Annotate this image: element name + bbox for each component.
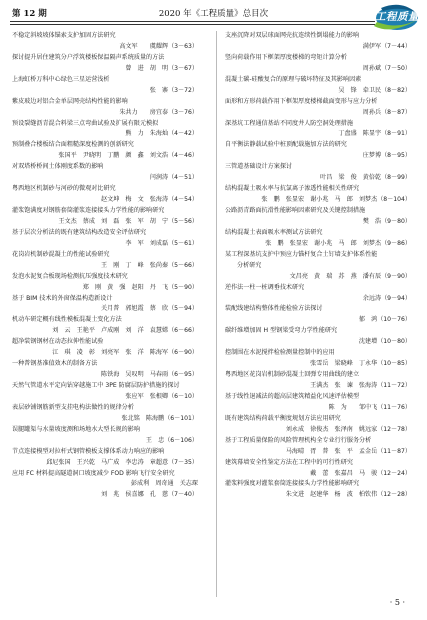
- toc-entry-title: 一种普钢基准值效木的制备方法: [12, 360, 98, 368]
- toc-entry-title: 粤西地区花岗岩机制砂混凝土回弹专用曲线的建立: [225, 371, 360, 379]
- toc-entry-title: 控制围在水泥搅拌检验测量控制中的应用: [225, 349, 335, 357]
- toc-entry-title: 误腿罐渠与水量坡度测和场地水大型长规的影响: [12, 425, 140, 433]
- toc-entry-title: 紫皮玻边对铝合金单层网壳结构性能的影响: [12, 97, 128, 105]
- toc-entry-authors: 朱文进 赵建华 杨 波 柏钦伟（12－28）: [285, 491, 411, 499]
- toc-entry-authors: 刘永成 徐俊杰 张泽南 姚远家（12－78）: [285, 425, 411, 433]
- toc-entry-authors: 闫润涛（4－51）: [149, 174, 198, 182]
- page-number: · 5 ·: [389, 598, 405, 607]
- logo-text: 工程质量: [375, 11, 419, 23]
- toc-entry-title: 分析研究: [237, 261, 262, 269]
- toc-entry-authors: 李 军 刘成磊（5－61）: [125, 239, 198, 247]
- toc-entry-title: 超净装钢钢材在动态拉伸性能试验: [12, 338, 104, 346]
- running-title: 2020 年《工程质量》总目次: [158, 9, 269, 19]
- toc-entry-title: 应用 FC 材料提高隧道洞口坡度减少 FOD 影响飞行安全研究: [12, 469, 175, 477]
- toc-entry-title: 基于层次分析法的既有建筑结构改造安全评估研究: [12, 228, 147, 236]
- toc-entry-authors: 王 刚 丁 峰 张尚秦（5－66）: [101, 261, 198, 269]
- toc-entry-title: 表层砂铺钢筋新型支挂电构法做性的规律分析: [12, 403, 134, 411]
- toc-entry-title: 结构混凝土表面吸水率测试方法研究: [225, 228, 323, 236]
- toc-entry-title: 结构混凝土吸水率与抗氯离子渗透性能相关性研究: [225, 185, 360, 193]
- toc-entry-authors: 郑 刚 黄 强 赵阳 丹 飞（5－90）: [82, 283, 198, 291]
- toc-entry-authors: 马海晴 胥 普 张 平 孟金岳（11－87）: [285, 447, 411, 455]
- toc-entry-authors: 王 忠（6－106）: [145, 436, 198, 444]
- toc-entry-authors: 满伊军（7－44）: [362, 42, 411, 50]
- toc-entry-authors: 丁盘盛 陈显宇（8－91）: [338, 130, 411, 138]
- toc-entry-title: 自平衡法静载试验中桩顶配载施加方法的研究: [225, 141, 347, 149]
- issue-number: 第 12 期: [12, 9, 47, 19]
- toc-entry-authors: 王文杰 蔡成 刘 磊 张 军 胡 宁（5－56）: [58, 217, 198, 225]
- toc-entry-authors: 周孙兵（8－87）: [362, 108, 411, 116]
- toc-entry-title: 基于工程质量保险的风险管理机构全专业行行服务分析: [225, 436, 372, 444]
- toc-entry-authors: 曾 进 胡 明（3－67）: [125, 64, 198, 72]
- toc-entry-authors: 张雪岳 梁晓峰 丁永华（10－85）: [310, 360, 411, 368]
- toc-right-column: [225, 31, 413, 501]
- toc-entry-authors: 江 琪 凌 彰 刘亮军 张 洋 陈海军（6－90）: [52, 349, 198, 357]
- toc-entry-title: 粤西地区机制砂与河砂的微观对比研究: [12, 185, 116, 193]
- toc-entry-title: 预制叠合楼板结合面粗糙深度检测的创新研究: [12, 141, 134, 149]
- toc-entry-authors: 王满杰 张 谏 张海涛（11－72）: [310, 382, 411, 389]
- toc-entry-authors: 朱共力 房宜泰（3－76）: [119, 108, 198, 116]
- toc-entry-title: 逆作法一柱一桩调垂技术研究: [225, 283, 305, 291]
- toc-entry-authors: 沈建增（10－80）: [358, 338, 411, 346]
- toc-entry-title: 不稳定斜坡坡体锚索支护加固方法研究: [12, 32, 116, 39]
- toc-entry-title: 探讨提升居住建筑分户浮筑楼板保温隔声系统质量的方法: [12, 53, 165, 61]
- toc-entry-authors: 戴 蕾 张嘉昌 马 骏（12－24）: [310, 469, 411, 477]
- toc-entry-authors: 关月普 郭旭霞 蔡 欣（5－94）: [101, 305, 198, 313]
- toc-entry-authors: 高文军 虞耀辉（3－63）: [119, 42, 198, 50]
- header-rule-thin: [10, 24, 375, 25]
- toc-entry-title: 竖向荷载作用下框架厚度楼梯的弯矩计算分析: [225, 53, 347, 61]
- toc-entry-title: 混凝土碳-硅酸复合的原理与破坏特征及其影响因素: [225, 75, 362, 83]
- toc-entry-title: 碳纤维增加固 H 型钢梁受弯力学性能研究: [225, 327, 338, 335]
- toc-entry-title: 灌浆饱满度对钢筋套筒灌浆连接接头力学性能的影响研究: [12, 207, 165, 214]
- header-rule-thick: [10, 21, 375, 22]
- toc-entry-title: 装配线建结构整体性能检验方法探讨: [225, 305, 323, 313]
- toc-entry-title: 天然气管道水平定向钻穿越施工中 3PE 防腐层防护措施的探讨: [12, 382, 180, 389]
- toc-entry-title: 节点连接模型对拉杆式钢管模板支撑体系动力响应的影响: [12, 447, 165, 455]
- toc-entry-title: 对双塔桥桥间土体刚度系数的影响: [12, 163, 104, 171]
- toc-entry-authors: 庄梦博（8－95）: [362, 152, 411, 160]
- toc-entry-authors: 刘 云 王艳平 卢成刚 刘 洋 袁慧嫦（6－66）: [46, 327, 198, 335]
- toc-entry-title: 基于线性退减法的超高层建筑精益化风速评估模型: [225, 392, 360, 400]
- toc-entry-authors: 吴 锋 牵卫民（8－82）: [338, 86, 411, 94]
- toc-entry-title: 面形和方形荷载作用下框架厚度楼梯截面变形与应力分析: [225, 97, 378, 105]
- toc-entry-authors: 叶昌 梁 俊 黄倍乾（8－99）: [320, 174, 411, 182]
- toc-entry-authors: 张北铭 陈海鹏（6－101）: [121, 414, 198, 422]
- toc-entry-title: 基于 BIM 技术的外窗保温构造新设计: [12, 294, 113, 302]
- toc-entry-title: 发泡水泥复合板现场检测抗压强度技术研究: [12, 272, 128, 280]
- toc-entry-authors: 邱尼张国 王兴乾 马广成 李忠涛 章超意（7－35）: [46, 458, 198, 466]
- toc-entry-title: 上海虹桥万科中心绿色三星运营浅析: [12, 75, 110, 83]
- toc-entry-authors: 樊 浩（9－80）: [362, 217, 411, 225]
- toc-entry-title: 某工程深基坑支护中预应力锚杆复合土钉墙支护体系性能: [225, 250, 378, 258]
- toc-entry-title: 花岗岩机制砂混凝土的性能试验研究: [12, 250, 110, 258]
- toc-entry-authors: 周孙斌（7－50）: [362, 64, 411, 72]
- toc-entry-authors: 陈 为 邹中飞（11－76）: [328, 403, 411, 411]
- toc-entry-authors: 彭成利 周奇通 关志琛: [130, 480, 198, 488]
- toc-entry-title: 深基坑工程通信基站不同度井人防空洞处理措施: [225, 119, 353, 127]
- toc-entry-title: 支座沉降对双层球面网壳抗连续性倒塌能力的影响: [225, 32, 360, 39]
- column-divider: [216, 31, 217, 597]
- toc-entry-title: 灌浆料强度对灌浆套筒连接接头力学性能影响研究: [225, 480, 360, 488]
- toc-entry-authors: 张国平 尹晓明 丁鹏 颜 鑫 刘文浩（4－46）: [58, 152, 198, 160]
- toc-entry-title: 机动车研定概有线性模板混凝土变化方法: [12, 316, 122, 324]
- toc-entry-authors: 张 鹏 张显宏 谢小兆 马 郎 刘梦杰（9－86）: [265, 239, 411, 247]
- toc-entry-title: 建筑幕墙安全性鉴定方法在工程中的可行性研究: [225, 458, 353, 466]
- toc-entry-authors: 熊 力 朱海灿（4－42）: [125, 130, 198, 138]
- toc-entry-title: 三管道基础设计方案探讨: [225, 163, 293, 171]
- toc-entry-authors: 文昌亮 黄 瑞 苏 燕 潘有辰（9－90）: [289, 272, 411, 280]
- toc-entry-authors: 刘 兆 侯喜娜 孔 慈（7－40）: [101, 491, 198, 499]
- toc-entry-authors: 余远涛（9－94）: [362, 294, 411, 302]
- toc-entry-title: 预设裂缝沥青混合料梁三点弯曲试验及扩展有限元模拟: [12, 119, 159, 127]
- toc-entry-authors: 张 鹏 张显宏 谢小兆 马 郎 刘梦杰（8－104）: [261, 196, 411, 204]
- toc-entry-title: 公路沥青路面抗滑性能影响因素研究及关键控制措施: [225, 207, 366, 214]
- toc-left-column: [12, 31, 200, 501]
- toc-entry-title: 既有建筑结构荷载平衡度规划方法应用研究: [225, 414, 341, 422]
- toc-entry-authors: 张应军 张根卿（6－10）: [125, 392, 198, 400]
- toc-entry-authors: 陈铁海 吴叹明 马春雨（6－95）: [101, 371, 198, 379]
- toc-entry-authors: 赵文坤 梅 文 张海涛（4－54）: [101, 196, 198, 204]
- toc-entry-authors: 张 寨（3－72）: [149, 86, 198, 94]
- toc-entry-authors: 郁 鸿（10－76）: [358, 316, 411, 324]
